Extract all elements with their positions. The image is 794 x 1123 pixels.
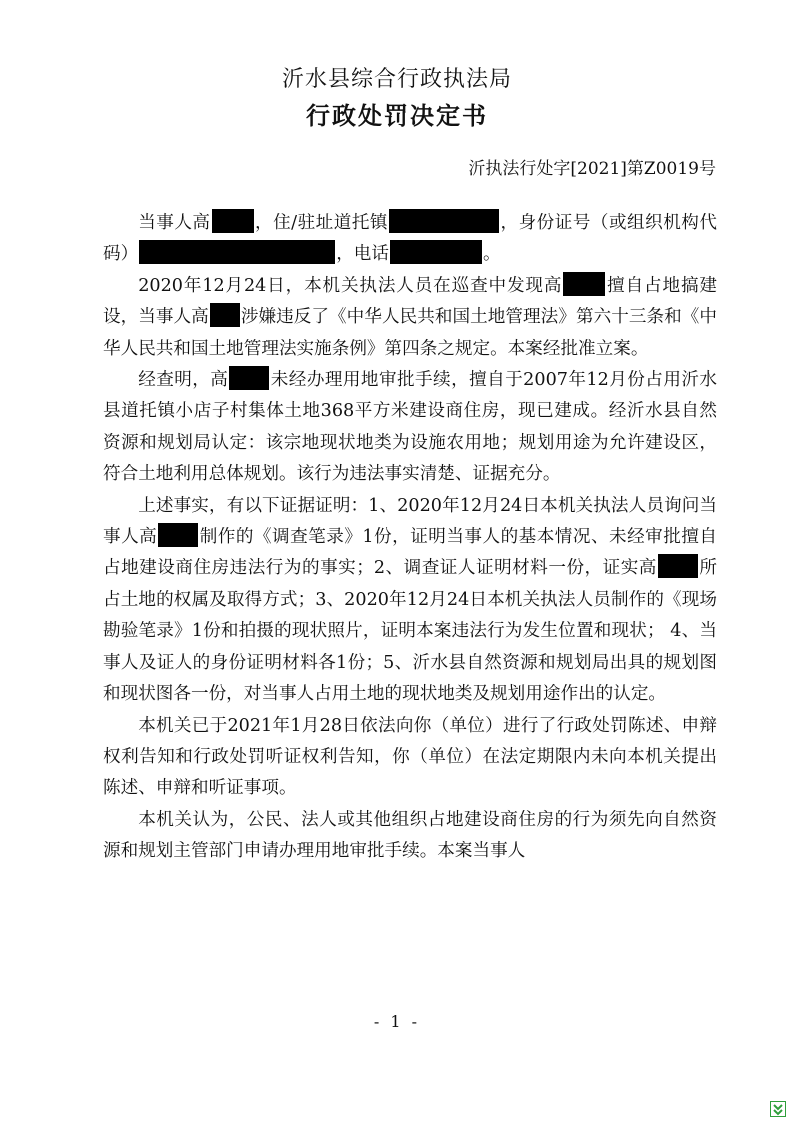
agency-name: 沂水县综合行政执法局 [281,67,512,92]
text-segment: 2020年12月24日，本机关执法人员在巡查中发现高 [138,275,563,296]
paragraph-determination: 本机关认为，公民、法人或其他组织占地建设商住房的行为须先向自然资源和规划主管部门申请办理用地审批手续。本案当事人 [103,809,717,862]
text-segment: 上述事实，有以下证据证明：1、2020年12月24日本机关执法人员询问当事人高 [103,495,717,548]
redaction-block [210,303,240,327]
paragraph-evidence [103,491,717,711]
text-segment: 经查明，高 [138,370,229,391]
redaction-block [158,523,198,547]
redaction-block [390,240,482,264]
paragraph-party-info [103,208,717,271]
document-number: 沂执法行处字[2021]第Z0019号 [468,159,716,179]
text-segment: ，住/驻址道托镇 [254,213,388,233]
redaction-block [229,366,269,390]
page-number: - 1 - [373,1012,421,1031]
green-chevron-down-icon [770,1101,786,1117]
document-title: 行政处罚决定书 [306,101,488,130]
redaction-block [212,209,254,233]
paragraph-case-origin [103,271,717,365]
text-segment: 未经办理用地审批手续，擅自于2007年12月份占用沂水县道托镇小店子村集体土地368平方米建设商住房，现已建成。经沂水县自然资源和规划局认定：该宗地现状地类为设施农用地；规划用途为允许建设区，符合土地利用总体规划。该行为违法事实清楚、证据充分。 [103,370,717,485]
text-segment: 擅自占地搞建设，当事人高 [103,275,717,328]
redaction-block [389,209,499,233]
text-segment: 。 [483,244,501,265]
redaction-block [139,240,335,264]
text-segment: 当事人高 [138,213,211,233]
text-segment: ，电话 [336,244,389,265]
paragraph-notification: 本机关已于2021年1月28日依法向你（单位）进行了行政处罚陈述、申辩权利告知和行政处罚听证权利告知，你（单位）在法定期限内未向本机关提出陈述、申辩和听证事项。 [103,715,717,799]
paragraph-findings [103,365,717,491]
text-segment: ，身份证号（或组织机构代码） [103,213,717,265]
text-segment: 涉嫌违反了《中华人民共和国土地管理法》第六十三条和《中华人民共和国土地管理法实施条例》第四条之规定。本案经批准立案。 [103,307,717,359]
redaction-block [563,272,605,296]
text-segment: 制作的《调查笔录》1份，证明当事人的基本情况、未经审批擅自占地建设商住房违法行为的事实；2、调查证人证明材料一份，证实高 [103,527,717,579]
redaction-block [658,554,698,578]
text-segment: 所占土地的权属及取得方式；3、2020年12月24日本机关执法人员制作的《现场勘验笔录》1份和拍摄的现状照片，证明本案违法行为发生位置和现状； 4、当事人及证人的身份证明材料各1份；5、沂水县自然资源和规划局出具的规划图和现状图各一份，对当事人占用土地的现状地类及规划用途作出的认定。 [103,558,717,705]
document-body [103,208,717,868]
